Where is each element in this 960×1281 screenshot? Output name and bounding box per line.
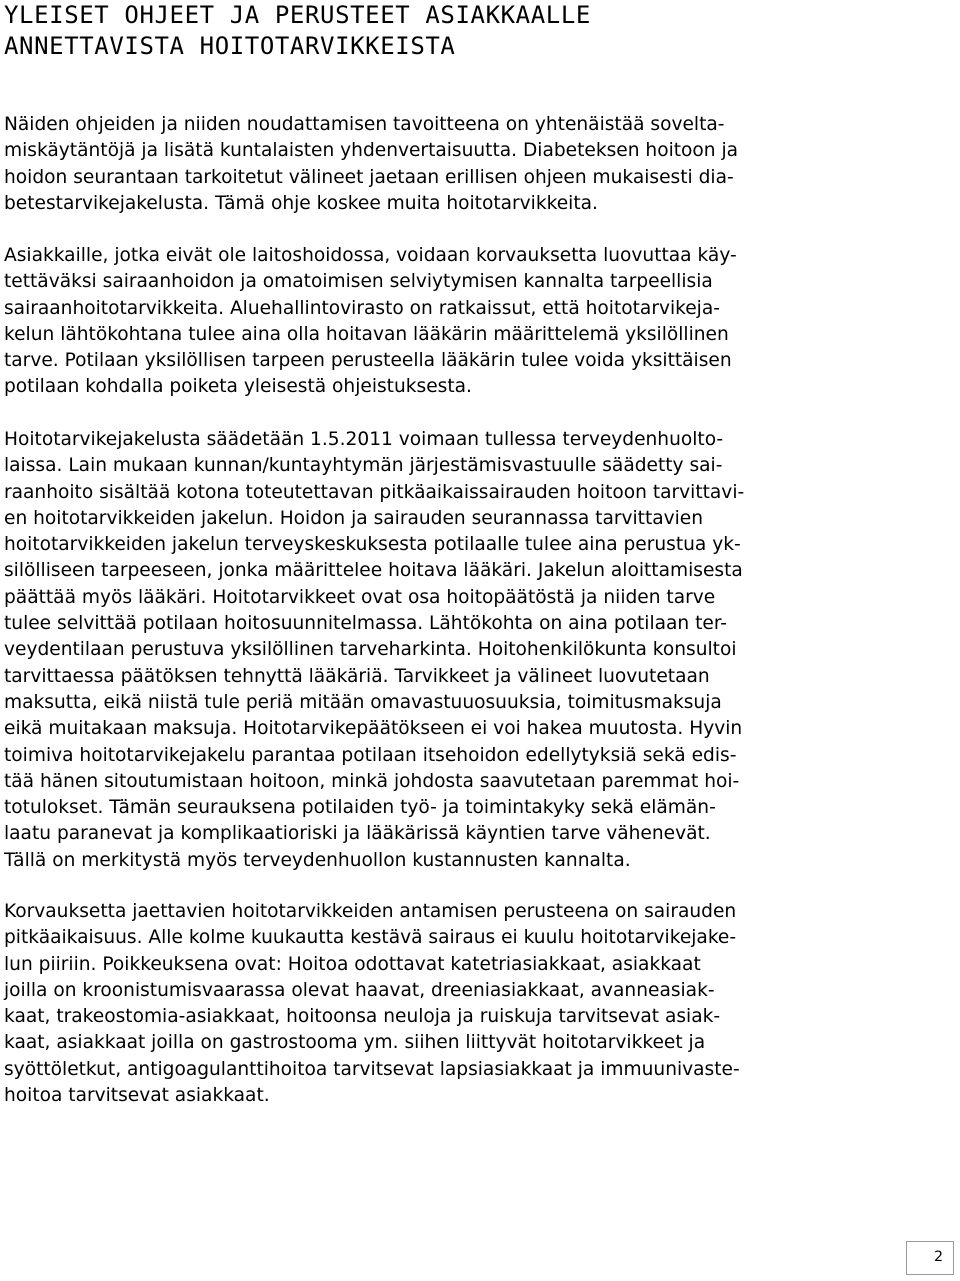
text-line: pitkäaikaisuus. Alle kolme kuukautta kestävä sairaus ei kuulu hoitotarvikejake- xyxy=(4,927,737,949)
document-title xyxy=(4,0,591,62)
text-line: kaat, asiakkaat joilla on gastrostooma ym. siihen liittyvät hoitotarvikkeet ja xyxy=(4,1032,706,1054)
text-line: miskäytäntöjä ja lisätä kuntalaisten yhdenvertaisuutta. Diabeteksen hoitoon ja xyxy=(4,140,739,162)
text-line: en hoitotarvikkeiden jakelun. Hoidon ja sairauden seurannassa tarvittavien xyxy=(4,507,704,529)
paragraph-legislation xyxy=(4,427,744,874)
text-line: laissa. Lain mukaan kunnan/kuntayhtymän järjestämisvastuulle säädetty sai- xyxy=(4,455,723,477)
text-line: sairaanhoitotarvikkeita. Aluehallintovirasto on ratkaissut, että hoitotarvikeja- xyxy=(4,297,720,319)
text-line: veydentilaan perustuva yksilöllinen tarveharkinta. Hoitohenkilökunta konsultoi xyxy=(4,639,737,661)
text-line: silölliseen tarpeeseen, jonka määrittelee hoitava lääkäri. Jakelun aloittamisesta xyxy=(4,560,743,582)
page-number: 2 xyxy=(906,1241,954,1275)
text-line: tarvittaessa päätöksen tehnyttä lääkäriä. Tarvikkeet ja välineet luovutetaan xyxy=(4,665,710,687)
text-line: hoitoa tarvitsevat asiakkaat. xyxy=(4,1085,270,1107)
text-line: eikä muitakaan maksuja. Hoitotarvikepäätökseen ei voi hakea muutosta. Hyvin xyxy=(4,718,743,740)
text-line: tarve. Potilaan yksilöllisen tarpeen perusteella lääkärin tulee voida yksittäisen xyxy=(4,350,732,372)
title-line: ANNETTAVISTA HOITOTARVIKKEISTA xyxy=(4,32,456,60)
text-line: toimiva hoitotarvikejakelu parantaa potilaan itsehoidon edellytyksiä sekä edis- xyxy=(4,744,737,766)
text-line: kelun lähtökohtana tulee aina olla hoitavan lääkärin määrittelemä yksilöllinen xyxy=(4,323,729,345)
text-line: betestarvikejakelusta. Tämä ohje koskee muita hoitotarvikkeita. xyxy=(4,192,598,214)
text-line: maksutta, eikä niistä tule periä mitään omavastuuosuuksia, toimitusmaksuja xyxy=(4,691,722,713)
paragraph-eligibility xyxy=(4,243,737,401)
paragraph-criteria xyxy=(4,899,740,1109)
text-line: Korvauksetta jaettavien hoitotarvikkeiden antamisen perusteena on sairauden xyxy=(4,901,737,922)
text-line: lun piiriin. Poikkeuksena ovat: Hoitoa odottavat katetriasiakkaat, asiakkaat xyxy=(4,953,701,975)
text-line: hoitotarvikkeiden jakelun terveyskeskuksesta potilaalle tulee aina perustua yk- xyxy=(4,534,741,556)
text-line: totulokset. Tämän seurauksena potilaiden työ- ja toimintakyky sekä elämän- xyxy=(4,797,716,819)
text-line: potilaan kohdalla poiketa yleisestä ohjeistuksesta. xyxy=(4,376,472,398)
text-line: laatu paranevat ja komplikaatioriski ja lääkärissä käyntien tarve vähenevät. xyxy=(4,823,711,845)
text-line: tää hänen sitoutumistaan hoitoon, minkä johdosta saavutetaan paremmat hoi- xyxy=(4,770,740,792)
text-line: raanhoito sisältää kotona toteutettavan pitkäaikaissairauden hoitoon tarvittavi- xyxy=(4,481,745,503)
text-line: kaat, trakeostomia-asiakkaat, hoitoonsa neuloja ja ruiskuja tarvitsevat asiak- xyxy=(4,1006,721,1028)
text-line: joilla on kroonistumisvaarassa olevat haavat, dreeniasiakkaat, avanneasiak- xyxy=(4,979,715,1001)
paragraph-intro xyxy=(4,112,738,217)
title-line: YLEISET OHJEET JA PERUSTEET ASIAKKAALLE xyxy=(4,1,591,29)
text-line: Näiden ohjeiden ja niiden noudattamisen tavoitteena on yhtenäistää sovelta- xyxy=(4,114,725,135)
text-line: tulee selvittää potilaan hoitosuunnitelmassa. Lähtökohta on aina potilaan ter- xyxy=(4,613,727,635)
text-line: päättää myös lääkäri. Hoitotarvikkeet ovat osa hoitopäätöstä ja niiden tarve xyxy=(4,586,716,608)
text-line: syöttöletkut, antigoagulanttihoitoa tarvitsevat lapsiasiakkaat ja immuunivaste- xyxy=(4,1058,740,1080)
text-line: hoidon seurantaan tarkoitetut välineet jaetaan erillisen ohjeen mukaisesti dia- xyxy=(4,166,734,188)
text-line: Tällä on merkitystä myös terveydenhuollon kustannusten kannalta. xyxy=(4,849,631,871)
text-line: Hoitotarvikejakelusta säädetään 1.5.2011 voimaan tullessa terveydenhuolto- xyxy=(4,429,724,450)
text-line: Asiakkaille, jotka eivät ole laitoshoidossa, voidaan korvauksetta luovuttaa käy- xyxy=(4,245,737,266)
text-line: tettäväksi sairaanhoidon ja omatoimisen selviytymisen kannalta tarpeellisia xyxy=(4,271,713,293)
